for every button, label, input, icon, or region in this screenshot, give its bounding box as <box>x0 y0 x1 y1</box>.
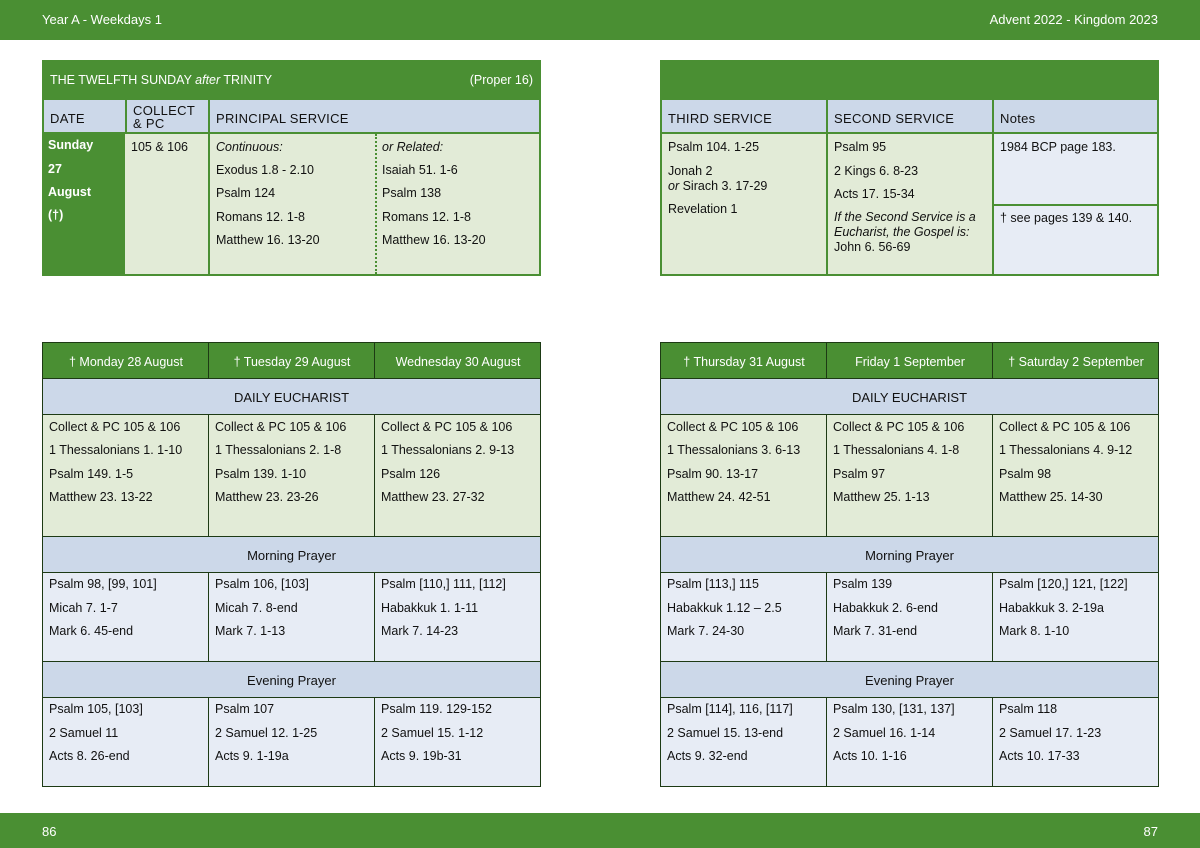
morning-reading: Habakkuk 1.12 – 2.5 <box>667 601 782 615</box>
second-service-cell <box>826 132 994 276</box>
date-day: Sunday <box>48 138 94 152</box>
principal-divider <box>375 134 377 274</box>
morning-reading: Mark 7. 14-23 <box>381 624 459 638</box>
col-header-collect <box>125 98 210 134</box>
col-header-notes <box>992 98 1159 134</box>
collect-value: 105 & 106 <box>131 140 188 154</box>
date-cell <box>42 134 127 276</box>
evening-title-right <box>660 662 1159 698</box>
col-header-date <box>42 98 127 134</box>
date-number: 27 <box>48 162 62 176</box>
day-header-tuesday: † Tuesday 29 August <box>233 355 351 369</box>
col-header-principal <box>208 98 541 134</box>
evening-reading: 2 Samuel 12. 1-25 <box>215 726 318 740</box>
eucharist-reading: Psalm 97 <box>833 467 886 481</box>
header-bar <box>0 0 1200 40</box>
morning-reading: Mark 8. 1-10 <box>999 624 1070 638</box>
evening-reading: Psalm 107 <box>215 702 275 716</box>
eucharist-reading: Matthew 23. 13-22 <box>49 490 153 504</box>
evening-reading: Acts 9. 1-19a <box>215 749 289 763</box>
column-divider <box>992 415 993 536</box>
eucharist-reading: Matthew 24. 42-51 <box>667 490 771 504</box>
eucharist-reading: 1 Thessalonians 4. 1-8 <box>833 443 960 457</box>
footer-bar <box>0 813 1200 848</box>
col-header-second <box>826 98 994 134</box>
col-header-principal-label: PRINCIPAL SERVICE <box>216 111 349 126</box>
evening-reading: Acts 9. 19b-31 <box>381 749 462 763</box>
date-dagger: (†) <box>48 208 64 222</box>
eucharist-reading: 1 Thessalonians 2. 9-13 <box>381 443 515 457</box>
evening-reading: Psalm 119. 129-152 <box>381 702 492 716</box>
evening-reading: Psalm 105, [103] <box>49 702 143 716</box>
related-reading: Romans 12. 1-8 <box>382 210 471 224</box>
page-number-right: 87 <box>1143 824 1158 839</box>
related-reading: Matthew 16. 13-20 <box>382 233 486 247</box>
second-reading: Psalm 95 <box>834 140 887 154</box>
eucharist-reading: Psalm 149. 1-5 <box>49 467 134 481</box>
header-right-title: Advent 2022 - Kingdom 2023 <box>989 12 1158 27</box>
morning-reading: Habakkuk 1. 1-11 <box>381 601 479 615</box>
related-reading: Psalm 138 <box>382 186 442 200</box>
col-header-date-label: DATE <box>50 111 85 126</box>
eucharist-body-left <box>42 415 541 537</box>
second-reading: 2 Kings 6. 8-23 <box>834 164 919 178</box>
eucharist-title-right <box>660 379 1159 415</box>
second-reading: Acts 17. 15-34 <box>834 187 915 201</box>
eucharist-reading: Psalm 126 <box>381 467 441 481</box>
eucharist-reading: 1 Thessalonians 2. 1-8 <box>215 443 342 457</box>
evening-reading: Acts 10. 1-16 <box>833 749 907 763</box>
evening-title-left <box>42 662 541 698</box>
sunday-title-bar-right <box>660 60 1159 98</box>
notes-text: † see pages 139 & 140. <box>1000 211 1133 225</box>
column-divider <box>208 415 209 536</box>
notes-text: 1984 BCP page 183. <box>1000 140 1116 154</box>
morning-reading: Mark 6. 45-end <box>49 624 134 638</box>
day-header-wednesday: Wednesday 30 August <box>395 355 521 369</box>
morning-reading: Micah 7. 1-7 <box>49 601 118 615</box>
column-divider <box>826 573 827 661</box>
third-reading: Psalm 104. 1-25 <box>668 140 760 154</box>
eucharist-reading: Collect & PC 105 & 106 <box>833 420 965 434</box>
continuous-reading: Romans 12. 1-8 <box>216 210 305 224</box>
col-header-third <box>660 98 828 134</box>
morning-reading: Psalm 98, [99, 101] <box>49 577 157 591</box>
morning-reading: Mark 7. 24-30 <box>667 624 745 638</box>
morning-reading: Mark 7. 31-end <box>833 624 918 638</box>
eucharist-reading: Matthew 23. 27-32 <box>381 490 485 504</box>
header-left-title: Year A - Weekdays 1 <box>42 12 162 27</box>
continuous-label: Continuous: <box>216 140 283 154</box>
morning-body-left <box>42 573 541 662</box>
third-reading: Revelation 1 <box>668 202 738 216</box>
eucharist-reading: Collect & PC 105 & 106 <box>667 420 799 434</box>
third-reading-alt: or Sirach 3. 17-29 <box>668 179 768 193</box>
third-service-cell <box>660 132 828 276</box>
evening-reading: 2 Samuel 11 <box>49 726 119 740</box>
column-divider <box>826 698 827 786</box>
evening-reading: 2 Samuel 15. 13-end <box>667 726 784 740</box>
notes-cell-1 <box>992 132 1159 206</box>
column-divider <box>992 698 993 786</box>
continuous-reading: Psalm 124 <box>216 186 276 200</box>
column-divider <box>374 698 375 786</box>
eucharist-reading: Collect & PC 105 & 106 <box>215 420 347 434</box>
eucharist-reading: Psalm 90. 13-17 <box>667 467 759 481</box>
day-header-saturday: † Saturday 2 September <box>1008 355 1144 369</box>
col-header-third-label: THIRD SERVICE <box>668 111 773 126</box>
eucharist-reading: 1 Thessalonians 3. 6-13 <box>667 443 801 457</box>
continuous-reading: Exodus 1.8 - 2.10 <box>216 163 314 177</box>
col-header-second-label: SECOND SERVICE <box>834 111 955 126</box>
morning-reading: Psalm [113,] 115 <box>667 577 759 591</box>
column-divider <box>374 573 375 661</box>
eucharist-reading: Matthew 25. 14-30 <box>999 490 1103 504</box>
evening-reading: 2 Samuel 17. 1-23 <box>999 726 1102 740</box>
principal-cell <box>208 132 541 276</box>
continuous-reading: Matthew 16. 13-20 <box>216 233 320 247</box>
eucharist-reading: Psalm 139. 1-10 <box>215 467 307 481</box>
eucharist-reading: 1 Thessalonians 1. 1-10 <box>49 443 183 457</box>
evening-reading: Acts 10. 17-33 <box>999 749 1080 763</box>
eucharist-reading: Collect & PC 105 & 106 <box>999 420 1131 434</box>
day-header-monday: † Monday 28 August <box>69 355 183 369</box>
evening-reading: Psalm 130, [131, 137] <box>833 702 955 716</box>
morning-reading: Habakkuk 2. 6-end <box>833 601 938 615</box>
col-header-notes-label: Notes <box>1000 111 1036 126</box>
col-header-collect-label: COLLECT & PC <box>133 103 195 131</box>
column-divider <box>208 698 209 786</box>
related-label: or Related: <box>382 140 444 154</box>
page-number-left: 86 <box>42 824 57 839</box>
eucharist-reading: Matthew 23. 23-26 <box>215 490 319 504</box>
related-reading: Isaiah 51. 1-6 <box>382 163 458 177</box>
morning-reading: Mark 7. 1-13 <box>215 624 286 638</box>
evening-reading: 2 Samuel 16. 1-14 <box>833 726 936 740</box>
eucharist-reading: 1 Thessalonians 4. 9-12 <box>999 443 1133 457</box>
eucharist-title-text: DAILY EUCHARIST <box>233 390 350 405</box>
morning-reading: Psalm 106, [103] <box>215 577 309 591</box>
evening-reading: Acts 9. 32-end <box>667 749 748 763</box>
day-header-thursday: † Thursday 31 August <box>683 355 805 369</box>
second-service-note: If the Second Service is a <box>834 210 976 224</box>
column-divider <box>208 573 209 661</box>
eucharist-reading: Collect & PC 105 & 106 <box>49 420 181 434</box>
evening-body-right <box>660 698 1159 787</box>
second-service-gospel: John 6. 56-69 <box>834 240 911 254</box>
day-header-row-left <box>42 342 541 379</box>
collect-cell <box>125 132 210 276</box>
eucharist-reading: Collect & PC 105 & 106 <box>381 420 513 434</box>
morning-body-right <box>660 573 1159 662</box>
notes-cell-2 <box>992 204 1159 276</box>
morning-reading: Habakkuk 3. 2-19a <box>999 601 1104 615</box>
date-month: August <box>48 185 92 199</box>
evening-body-left <box>42 698 541 787</box>
morning-reading: Psalm 139 <box>833 577 893 591</box>
column-divider <box>374 415 375 536</box>
morning-reading: Psalm [120,] 121, [122] <box>999 577 1128 591</box>
second-service-note: Eucharist, the Gospel is: <box>834 225 970 239</box>
day-header-friday: Friday 1 September <box>855 355 965 369</box>
morning-title-text: Morning Prayer <box>865 548 954 563</box>
evening-reading: Psalm [114], 116, [117] <box>667 702 793 716</box>
third-reading: Jonah 2 <box>668 164 713 178</box>
column-divider <box>826 415 827 536</box>
sunday-title-bar <box>42 60 541 98</box>
eucharist-title-text: DAILY EUCHARIST <box>851 390 968 405</box>
evening-title-text: Evening Prayer <box>247 673 336 688</box>
eucharist-title-left <box>42 379 541 415</box>
morning-title-left <box>42 537 541 573</box>
morning-title-text: Morning Prayer <box>247 548 336 563</box>
evening-reading: Acts 8. 26-end <box>49 749 130 763</box>
sunday-title: THE TWELFTH SUNDAY after TRINITY <box>50 73 273 87</box>
morning-reading: Psalm [110,] 111, [112] <box>381 577 506 591</box>
eucharist-body-right <box>660 415 1159 537</box>
proper-label: (Proper 16) <box>469 73 533 87</box>
morning-title-right <box>660 537 1159 573</box>
eucharist-reading: Psalm 98 <box>999 467 1052 481</box>
morning-reading: Micah 7. 8-end <box>215 601 298 615</box>
column-divider <box>992 573 993 661</box>
evening-reading: Psalm 118 <box>999 702 1058 716</box>
evening-reading: 2 Samuel 15. 1-12 <box>381 726 484 740</box>
day-header-row-right <box>660 342 1159 379</box>
evening-title-text: Evening Prayer <box>865 673 954 688</box>
eucharist-reading: Matthew 25. 1-13 <box>833 490 930 504</box>
